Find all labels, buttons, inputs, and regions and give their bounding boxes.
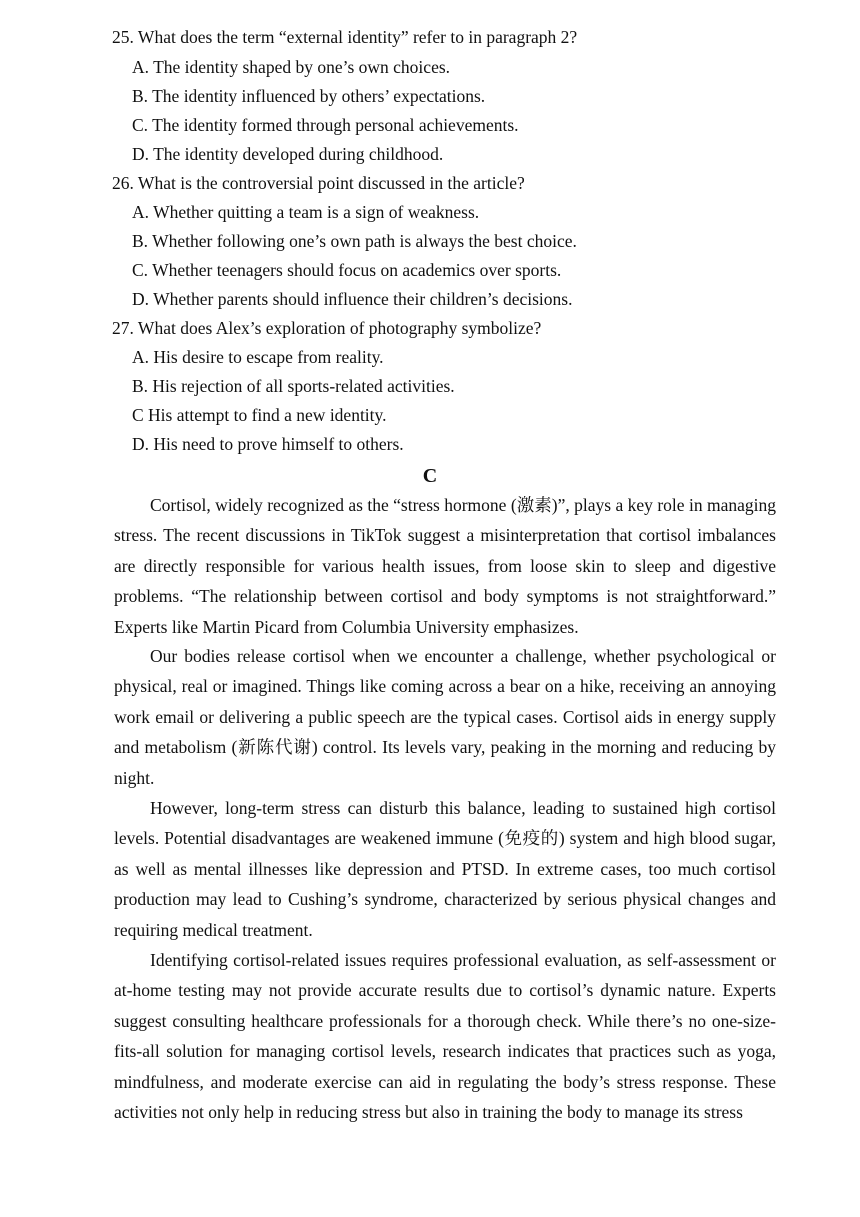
question-26-stem: 26. What is the controversial point discussed in the article? [112, 173, 525, 193]
question-25-stem: 25. What does the term “external identity” refer to in paragraph 2? [112, 27, 578, 47]
question-27-option-d: D. His need to prove himself to others. [132, 434, 404, 454]
section-heading: C [422, 465, 438, 487]
question-27-option-a: A. His desire to escape from reality. [132, 347, 384, 367]
question-27-option-b: B. His rejection of all sports-related activities. [132, 376, 455, 396]
question-25-option-c: C. The identity formed through personal achievements. [132, 115, 519, 135]
question-25-option-a: A. The identity shaped by one’s own choices. [132, 57, 451, 77]
question-27-option-c: C His attempt to find a new identity. [132, 405, 387, 425]
question-26-option-a: A. Whether quitting a team is a sign of weakness. [132, 202, 480, 222]
question-25-option-d: D. The identity developed during childhood. [132, 144, 444, 164]
question-26-option-b: B. Whether following one’s own path is always the best choice. [132, 231, 577, 251]
question-26-option-c: C. Whether teenagers should focus on academics over sports. [132, 260, 562, 280]
passage-paragraph-2: Our bodies release cortisol when we encounter a challenge, whether psychological or physical, real or imagined. Things like coming across a bear on a hike, receiving an annoying work email or delivering a public speech are the typical cases. Cortisol aids in energy supply and metabolism (新陈代谢) control. Its levels vary, peaking in the morning and reducing by night. [114, 646, 776, 788]
passage-paragraph-1: Cortisol, widely recognized as the “stress hormone (激素)”, plays a key role in managing stress. The recent discussions in TikTok suggest a misinterpretation that cortisol imbalances are directly responsible for various health issues, from loose skin to sleep and digestive problems. “The relationship between cortisol and body symptoms is not straightforward.” Experts like Martin Picard from Columbia University emphasizes. [114, 495, 776, 637]
question-27-stem: 27. What does Alex’s exploration of photography symbolize? [112, 318, 542, 338]
passage-paragraph-4: Identifying cortisol-related issues requires professional evaluation, as self-assessment or at-home testing may not provide accurate results due to cortisol’s dynamic nature. Experts suggest consulting healthcare professionals for a thorough check. While there’s no one-size-fits-all solution for managing cortisol levels, research indicates that practices such as yoga, mindfulness, and moderate exercise can aid in regulating the body’s stress response. These activities not only help in reducing stress but also in training the body to manage its stress [114, 950, 776, 1123]
passage-paragraph-3: However, long-term stress can disturb this balance, leading to sustained high cortisol levels. Potential disadvantages are weakened immune (免疫的) system and high blood sugar, as well as mental illnesses like depression and PTSD. In extreme cases, too much cortisol production may lead to Cushing’s syndrome, characterized by serious physical changes and requiring medical treatment. [114, 798, 776, 940]
question-25-option-b: B. The identity influenced by others’ expectations. [132, 86, 486, 106]
question-26-option-d: D. Whether parents should influence their children’s decisions. [132, 289, 573, 309]
